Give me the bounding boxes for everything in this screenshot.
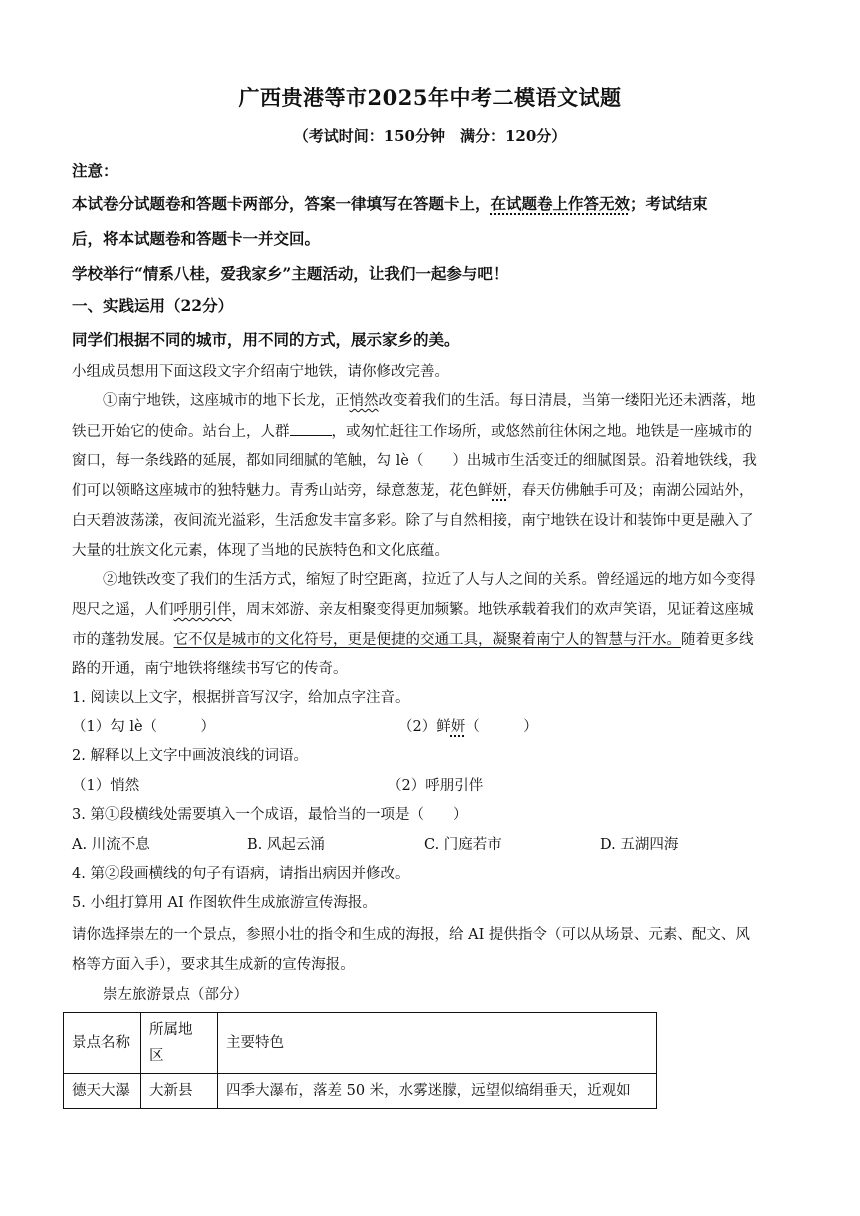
para1-line2: 铁已开始它的使命。站台上，人群 ，或匆忙赶往工作场所，或悠然前往休闲之地。地铁是一座城市的 [72, 421, 788, 442]
question-2-b: （2）呼朋引伴 [387, 778, 484, 794]
question-5-stem: 5. 小组打算用 AI 作图软件生成旅游宣传海报。 [72, 895, 377, 911]
para1-line4: 们可以领略这座城市的独特魅力。青秀山站旁，绿意葱茏，花色鲜妍，春天仿佛触手可及；南湖公园站外， [72, 483, 754, 499]
wavy-word-hupengyinban: 呼朋引伴 [173, 602, 232, 618]
question-3-option-c: C. 门庭若市 [424, 837, 502, 853]
exam-title: 广西贵港等市2025年中考二模语文试题 [238, 85, 622, 110]
table-header: 所属地 区 [141, 1013, 218, 1074]
question-2-stem: 2. 解释以上文字中画波浪线的词语。 [72, 748, 308, 764]
question-3-stem: 3. 第①段横线处需要填入一个成语，最恰当的一项是（ ） [72, 807, 468, 823]
notice-line-2: 后，将本试题卷和答题卡一并交回。 [72, 229, 321, 248]
notice-line-1: 本试卷分试题卷和答题卡两部分，答案一律填写在答题卡上，在试题卷上作答无效；考试结束 [72, 194, 708, 213]
table-caption: 崇左旅游景点（部分） [103, 987, 248, 1003]
table-cell-feature: 四季大瀑布，落差 50 米，水雾迷朦，远望似缟绢垂天，近观如 [218, 1074, 657, 1109]
table-row [64, 1074, 657, 1109]
table-header: 主要特色 [218, 1013, 657, 1074]
fill-blank [290, 421, 332, 436]
activity-intro: 学校举行“情系八桂，爱我家乡”主题活动，让我们一起参与吧！ [72, 264, 509, 283]
dotted-char: 妍 [492, 483, 507, 499]
question-3-option-a: A. 川流不息 [72, 837, 150, 853]
dotted-emphasis: 在试题卷上作答无效 [490, 194, 631, 213]
question-1-b: （2）鲜妍（ ） [398, 719, 538, 735]
question-4-stem: 4. 第②段画横线的句子有语病，请指出病因并修改。 [72, 866, 410, 882]
wavy-word-qiaoran: 悄然 [349, 393, 379, 409]
prompt-text: 小组成员想用下面这段文字介绍南宁地铁，请你修改完善。 [72, 364, 449, 380]
dotted-char: 妍 [450, 719, 466, 735]
question-1-a: （1）勾 lè（ ） [72, 719, 216, 735]
para1-line6: 大量的壮族文化元素，体现了当地的民族特色和文化底蕴。 [72, 543, 449, 559]
para1-line5: 白天碧波荡漾，夜间流光溢彩，生活愈发丰富多彩。除了与自然相接，南宁地铁在设计和装饰中更是融入了 [72, 513, 754, 529]
para2-line2: 咫尺之遥，人们呼朋引伴，周末郊游、亲友相聚变得更加频繁。地铁承载着我们的欢声笑语，见证着这座城 [72, 602, 754, 618]
table-cell-name: 德天大瀑 [64, 1074, 141, 1109]
para2-line3: 市的蓬勃发展。它不仅是城市的文化符号，更是便捷的交通工具，凝聚着南宁人的智慧与汗水。随着更多线 [72, 632, 754, 648]
para2-line1: ②地铁改变了我们的生活方式，缩短了时空距离，拉近了人与人之间的关系。曾经遥远的地方如今变得 [103, 572, 756, 588]
exam-subtitle: （考试时间：150分钟 满分：120分） [293, 127, 567, 145]
underlined-sentence: 它不仅是城市的文化符号，更是便捷的交通工具，凝聚着南宁人的智慧与汗水。 [173, 632, 681, 648]
section-heading: 一、实践运用（22分） [72, 296, 234, 315]
task-intro: 同学们根据不同的城市，用不同的方式，展示家乡的美。 [72, 330, 460, 349]
notice-heading: 注意： [72, 161, 119, 180]
question-5-line2: 格等方面入手），要求其生成新的宣传海报。 [72, 957, 355, 973]
question-3-option-d: D. 五湖四海 [600, 837, 679, 853]
table-header-row [64, 1013, 657, 1074]
question-2-a: （1）悄然 [72, 778, 140, 794]
question-1-stem: 1. 阅读以上文字，根据拼音写汉字，给加点字注音。 [72, 690, 410, 706]
question-5-line1: 请你选择崇左的一个景点，参照小壮的指令和生成的海报，给 AI 提供指令（可以从场景、元素、配文、风 [72, 927, 750, 943]
scenic-spots-table [63, 1012, 657, 1109]
table-cell-region: 大新县 [141, 1074, 218, 1109]
question-3-option-b: B. 风起云涌 [247, 837, 325, 853]
para1-line3: 窗口，每一条线路的延展，都如同细腻的笔触，勾 lè（ ）出城市生活变迁的细腻图景。沿着地铁线，我 [72, 453, 757, 469]
para2-line4: 路的开通，南宁地铁将继续书写它的传奇。 [72, 661, 348, 677]
table-header: 景点名称 [64, 1013, 141, 1074]
para1-line1: ①南宁地铁，这座城市的地下长龙，正悄然改变着我们的生活。每日清晨，当第一缕阳光还未洒落，地 [103, 393, 756, 409]
